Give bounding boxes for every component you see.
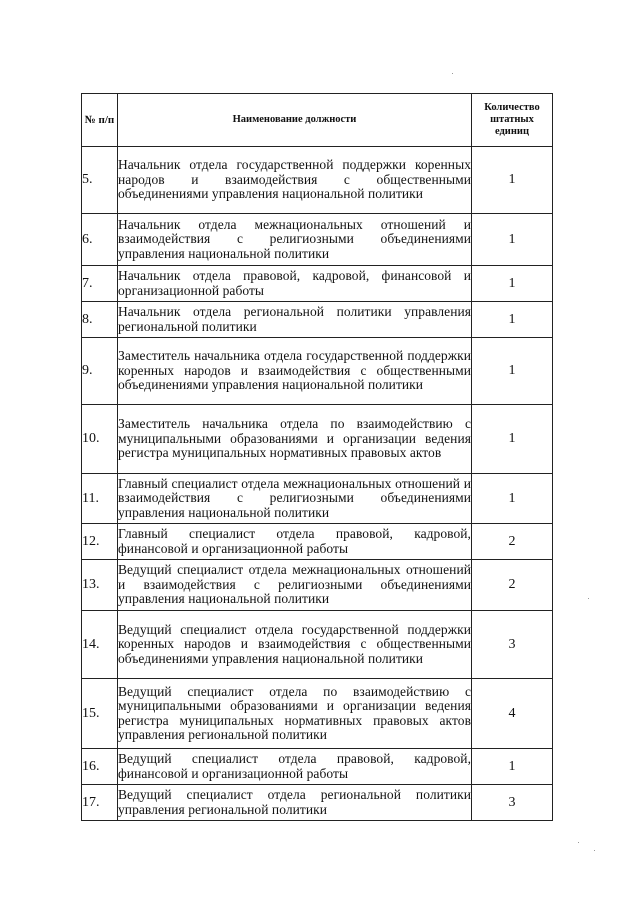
row-position-name: Начальник отдела правовой, кадровой, финансовой и организационной работы bbox=[118, 266, 472, 302]
table-row bbox=[82, 302, 553, 338]
row-staff-count: 1 bbox=[472, 266, 553, 302]
row-number: 9. bbox=[82, 338, 118, 405]
row-position-name: Ведущий специалист отдела государственной поддержки коренных народов и взаимодействия с общественными объединениями управления национальной политики bbox=[118, 611, 472, 679]
row-position-name: Начальник отдела межнациональных отношений и взаимодействия с религиозными объединениями управления национальной политики bbox=[118, 214, 472, 266]
table-row bbox=[82, 405, 553, 474]
row-number: 12. bbox=[82, 524, 118, 560]
row-number: 15. bbox=[82, 679, 118, 749]
row-staff-count: 1 bbox=[472, 147, 553, 214]
row-staff-count: 3 bbox=[472, 611, 553, 679]
row-position-name: Начальник отдела государственной поддержки коренных народов и взаимодействия с общественными объединениями управления национальной политики bbox=[118, 147, 472, 214]
scan-speck bbox=[594, 850, 595, 851]
row-staff-count: 3 bbox=[472, 785, 553, 821]
row-number: 14. bbox=[82, 611, 118, 679]
table-row bbox=[82, 266, 553, 302]
row-staff-count: 1 bbox=[472, 214, 553, 266]
scan-speck bbox=[578, 842, 579, 843]
row-position-name: Главный специалист отдела правовой, кадровой, финансовой и организационной работы bbox=[118, 524, 472, 560]
table-row bbox=[82, 524, 553, 560]
row-number: 10. bbox=[82, 405, 118, 474]
header-staff-count bbox=[472, 94, 553, 147]
table-row bbox=[82, 560, 553, 611]
table-row bbox=[82, 338, 553, 405]
row-position-name: Ведущий специалист отдела правовой, кадровой, финансовой и организационной работы bbox=[118, 749, 472, 785]
header-number: № п/п bbox=[82, 94, 118, 147]
table-row bbox=[82, 749, 553, 785]
row-staff-count: 1 bbox=[472, 749, 553, 785]
table-row bbox=[82, 214, 553, 266]
header-staff-count-label: Количество штатных единиц bbox=[484, 102, 540, 137]
table-row bbox=[82, 474, 553, 524]
row-staff-count: 4 bbox=[472, 679, 553, 749]
table-row bbox=[82, 611, 553, 679]
row-staff-count: 2 bbox=[472, 560, 553, 611]
row-position-name: Ведущий специалист отдела региональной политики управления региональной политики bbox=[118, 785, 472, 821]
scan-speck bbox=[452, 73, 453, 74]
row-staff-count: 1 bbox=[472, 302, 553, 338]
table-row bbox=[82, 147, 553, 214]
table-row bbox=[82, 785, 553, 821]
row-staff-count: 2 bbox=[472, 524, 553, 560]
row-number: 7. bbox=[82, 266, 118, 302]
staff-positions-table bbox=[81, 93, 553, 821]
row-position-name: Ведущий специалист отдела межнациональных отношений и взаимодействия с религиозными объединениями управления национальной политики bbox=[118, 560, 472, 611]
row-number: 13. bbox=[82, 560, 118, 611]
header-position-name: Наименование должности bbox=[118, 94, 472, 147]
row-staff-count: 1 bbox=[472, 405, 553, 474]
row-number: 11. bbox=[82, 474, 118, 524]
row-number: 6. bbox=[82, 214, 118, 266]
row-position-name: Ведущий специалист отдела по взаимодействию с муниципальными образованиями и организации ведения регистра муниципальных нормативных правовых актов управления региональной политики bbox=[118, 679, 472, 749]
row-number: 5. bbox=[82, 147, 118, 214]
table-row bbox=[82, 679, 553, 749]
row-number: 8. bbox=[82, 302, 118, 338]
row-staff-count: 1 bbox=[472, 338, 553, 405]
row-number: 16. bbox=[82, 749, 118, 785]
row-position-name: Заместитель начальника отдела по взаимодействию с муниципальными образованиями и организации ведения регистра муниципальных нормативных правовых актов bbox=[118, 405, 472, 474]
row-position-name: Главный специалист отдела межнациональных отношений и взаимодействия с религиозными объединениями управления национальной политики bbox=[118, 474, 472, 524]
row-staff-count: 1 bbox=[472, 474, 553, 524]
row-position-name: Начальник отдела региональной политики управления региональной политики bbox=[118, 302, 472, 338]
row-number: 17. bbox=[82, 785, 118, 821]
scan-speck bbox=[588, 598, 589, 599]
table-header-row bbox=[82, 94, 553, 147]
row-position-name: Заместитель начальника отдела государственной поддержки коренных народов и взаимодействия с общественными объединениями управления национальной политики bbox=[118, 338, 472, 405]
